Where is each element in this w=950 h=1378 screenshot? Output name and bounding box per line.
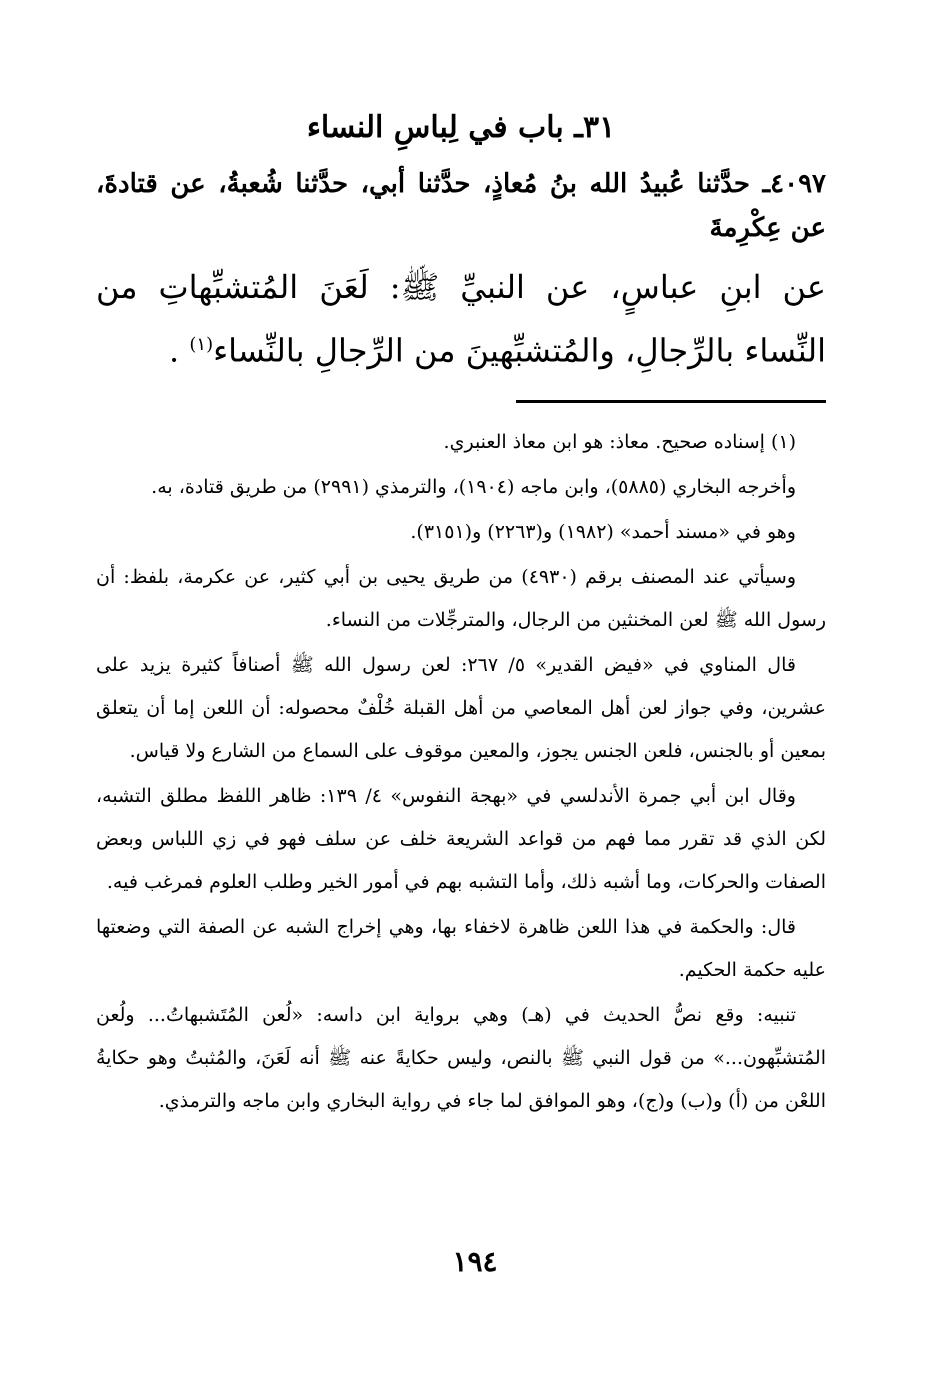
hadith-matn xyxy=(96,258,826,380)
chapter-title: ٣١ـ باب في لِباسِ النساء xyxy=(306,110,616,145)
hadith-matn-text: عن ابنِ عباسٍ، عن النبيِّ ﷺ: لَعَنَ المُتشبِّهاتِ من النِّساء بالرِّجالِ، والمُتشبِّهينَ من الرِّجالِ بالنِّساء xyxy=(96,268,826,370)
footnote-separator xyxy=(516,400,826,403)
footnote-paragraph: قال المناوي في «فيض القدير» ٥/ ٢٦٧: لعن رسول الله ﷺ أصنافاً كثيرة يزيد على عشرين، وفي جواز لعن أهل المعاصي من أهل القبلة خُلْفٌ محصوله: أن اللعن إما أن يتعلق بمعين أو بالجنس، فلعن الجنس يجوز، والمعين موقوف على السماع من الشارع ولا قياس. xyxy=(96,653,826,762)
matn-end-mark: . xyxy=(169,331,190,370)
footnote-paragraph: قال: والحكمة في هذا اللعن ظاهرة لاخفاء بها، وهي إخراج الشبه عن الصفة التي وضعتها عليه حكمة الحكيم. xyxy=(96,915,826,981)
footnote-paragraph: (١) إسناده صحيح. معاذ: هو ابن معاذ العنبري. xyxy=(443,430,796,453)
footnote-paragraph: وأخرجه البخاري (٥٨٨٥)، وابن ماجه (١٩٠٤)، والترمذي (٢٩٩١) من طريق قتادة، به. xyxy=(151,475,796,498)
footnote-paragraph: وهو في «مسند أحمد» (١٩٨٢) و(٢٢٦٣) و(٣١٥١). xyxy=(410,520,796,543)
page-body xyxy=(96,108,826,1125)
footnote-paragraph: تنبيه: وقع نصُّ الحديث في (هـ) وهي برواية ابن داسه: «لُعن المُتَشبهاتُ... ولُعن المُتشبِّهون...» من قول النبي ﷺ بالنص، وليس حكايةً عنه ﷺ أنه لَعَنَ، والمُثبتُ وهو حكايةُ اللعْن من (أ) و(ب) و(ج)، وهو الموافق لما جاء في رواية البخاري وابن ماجه والترمذي. xyxy=(96,1003,826,1112)
page-number: ١٩٤ xyxy=(452,1245,498,1278)
footnote-reference: (١) xyxy=(189,334,214,355)
hadith-isnad: ٤٠٩٧ـ حدَّثنا عُبيدُ الله بنُ مُعاذٍ، حدَّثنا أبي، حدَّثنا شُعبةُ، عن قتادةَ، عن عِكْرِمةَ xyxy=(96,169,826,243)
footnote-paragraph: وسيأتي عند المصنف برقم (٤٩٣٠) من طريق يحيى بن أبي كثير، عن عكرمة، بلفظ: أن رسول الله ﷺ لعن المخنثين من الرجال، والمترجِّلات من النساء. xyxy=(96,565,826,631)
footnotes xyxy=(96,421,826,1123)
footnote-paragraph: وقال ابن أبي جمرة الأندلسي في «بهجة النفوس» ٤/ ١٣٩: ظاهر اللفظ مطلق التشبه، لكن الذي قد تقرر مما فهم من قواعد الشريعة خلف عن سلف فهو في زي اللباس وبعض الصفات والحركات، وما أشبه ذلك، وأما التشبه بهم في أمور الخير وطلب العلوم فمرغب فيه. xyxy=(96,784,826,893)
